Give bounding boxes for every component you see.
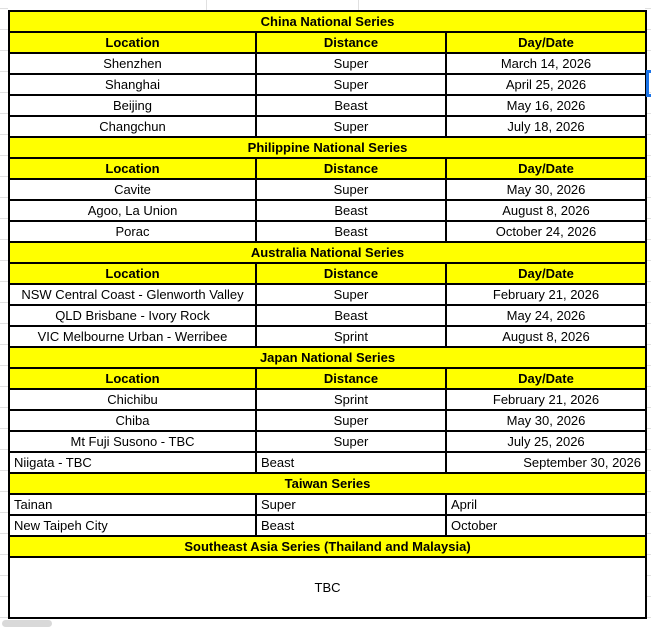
- location-cell[interactable]: Agoo, La Union: [9, 200, 256, 221]
- date-cell[interactable]: May 30, 2026: [446, 410, 646, 431]
- date-cell[interactable]: October: [446, 515, 646, 536]
- column-header-distance[interactable]: Distance: [256, 368, 446, 389]
- location-cell[interactable]: Changchun: [9, 116, 256, 137]
- section-note-cell[interactable]: TBC: [9, 557, 646, 618]
- distance-cell[interactable]: Super: [256, 494, 446, 515]
- schedule-row: [9, 95, 646, 116]
- schedule-row: [9, 494, 646, 515]
- location-cell[interactable]: Mt Fuji Susono - TBC: [9, 431, 256, 452]
- location-cell[interactable]: NSW Central Coast - Glenworth Valley: [9, 284, 256, 305]
- distance-cell[interactable]: Sprint: [256, 326, 446, 347]
- schedule-row: [9, 74, 646, 95]
- schedule-row: [9, 326, 646, 347]
- distance-cell[interactable]: Super: [256, 74, 446, 95]
- date-cell[interactable]: July 18, 2026: [446, 116, 646, 137]
- date-cell[interactable]: May 30, 2026: [446, 179, 646, 200]
- schedule-row: [9, 53, 646, 74]
- column-header-location[interactable]: Location: [9, 32, 256, 53]
- location-cell[interactable]: Porac: [9, 221, 256, 242]
- date-cell[interactable]: February 21, 2026: [446, 389, 646, 410]
- distance-cell[interactable]: Super: [256, 410, 446, 431]
- column-header-location[interactable]: Location: [9, 368, 256, 389]
- distance-cell[interactable]: Beast: [256, 221, 446, 242]
- location-cell[interactable]: Cavite: [9, 179, 256, 200]
- date-cell[interactable]: August 8, 2026: [446, 326, 646, 347]
- date-cell[interactable]: May 24, 2026: [446, 305, 646, 326]
- column-header-day-date[interactable]: Day/Date: [446, 368, 646, 389]
- section-title-taiwan-series[interactable]: Taiwan Series: [9, 473, 646, 494]
- distance-cell[interactable]: Super: [256, 116, 446, 137]
- location-cell[interactable]: Chiba: [9, 410, 256, 431]
- schedule-row: [9, 389, 646, 410]
- column-header-day-date[interactable]: Day/Date: [446, 263, 646, 284]
- cell-selection-highlight: [646, 70, 651, 97]
- location-cell[interactable]: Chichibu: [9, 389, 256, 410]
- column-header-day-date[interactable]: Day/Date: [446, 32, 646, 53]
- distance-cell[interactable]: Beast: [256, 95, 446, 116]
- date-cell[interactable]: September 30, 2026: [446, 452, 646, 473]
- column-header-day-date[interactable]: Day/Date: [446, 158, 646, 179]
- location-cell[interactable]: Beijing: [9, 95, 256, 116]
- column-header-distance[interactable]: Distance: [256, 32, 446, 53]
- schedule-row: [9, 515, 646, 536]
- sheet-gridline-vertical: [358, 0, 359, 10]
- location-cell[interactable]: Niigata - TBC: [9, 452, 256, 473]
- schedule-row: [9, 221, 646, 242]
- sheet-gridline-vertical: [206, 0, 207, 10]
- distance-cell[interactable]: Beast: [256, 452, 446, 473]
- schedule-row: [9, 452, 646, 473]
- schedule-row: [9, 116, 646, 137]
- date-cell[interactable]: August 8, 2026: [446, 200, 646, 221]
- location-cell[interactable]: Shenzhen: [9, 53, 256, 74]
- date-cell[interactable]: March 14, 2026: [446, 53, 646, 74]
- location-cell[interactable]: Tainan: [9, 494, 256, 515]
- location-cell[interactable]: Shanghai: [9, 74, 256, 95]
- location-cell[interactable]: New Taipeh City: [9, 515, 256, 536]
- section-title-china-national-series[interactable]: China National Series: [9, 11, 646, 32]
- schedule-row: [9, 410, 646, 431]
- race-schedule-table: [8, 10, 647, 619]
- section-title-australia-national-series[interactable]: Australia National Series: [9, 242, 646, 263]
- location-cell[interactable]: VIC Melbourne Urban - Werribee: [9, 326, 256, 347]
- section-title-philippine-national-series[interactable]: Philippine National Series: [9, 137, 646, 158]
- scrollbar-thumb[interactable]: [2, 620, 52, 627]
- distance-cell[interactable]: Super: [256, 431, 446, 452]
- date-cell[interactable]: April: [446, 494, 646, 515]
- schedule-row: [9, 200, 646, 221]
- column-header-location[interactable]: Location: [9, 263, 256, 284]
- location-cell[interactable]: QLD Brisbane - Ivory Rock: [9, 305, 256, 326]
- section-title-southeast-asia-series-thailand-and-malaysia[interactable]: Southeast Asia Series (Thailand and Malaysia): [9, 536, 646, 557]
- schedule-row: [9, 431, 646, 452]
- schedule-row: [9, 179, 646, 200]
- date-cell[interactable]: October 24, 2026: [446, 221, 646, 242]
- date-cell[interactable]: May 16, 2026: [446, 95, 646, 116]
- date-cell[interactable]: April 25, 2026: [446, 74, 646, 95]
- distance-cell[interactable]: Beast: [256, 515, 446, 536]
- schedule-row: [9, 305, 646, 326]
- column-header-distance[interactable]: Distance: [256, 158, 446, 179]
- date-cell[interactable]: July 25, 2026: [446, 431, 646, 452]
- date-cell[interactable]: February 21, 2026: [446, 284, 646, 305]
- column-header-location[interactable]: Location: [9, 158, 256, 179]
- distance-cell[interactable]: Beast: [256, 200, 446, 221]
- distance-cell[interactable]: Super: [256, 179, 446, 200]
- column-header-distance[interactable]: Distance: [256, 263, 446, 284]
- distance-cell[interactable]: Super: [256, 53, 446, 74]
- distance-cell[interactable]: Beast: [256, 305, 446, 326]
- section-title-japan-national-series[interactable]: Japan National Series: [9, 347, 646, 368]
- schedule-row: [9, 284, 646, 305]
- distance-cell[interactable]: Super: [256, 284, 446, 305]
- sheet-gridlines-left-margin: [0, 0, 8, 627]
- distance-cell[interactable]: Sprint: [256, 389, 446, 410]
